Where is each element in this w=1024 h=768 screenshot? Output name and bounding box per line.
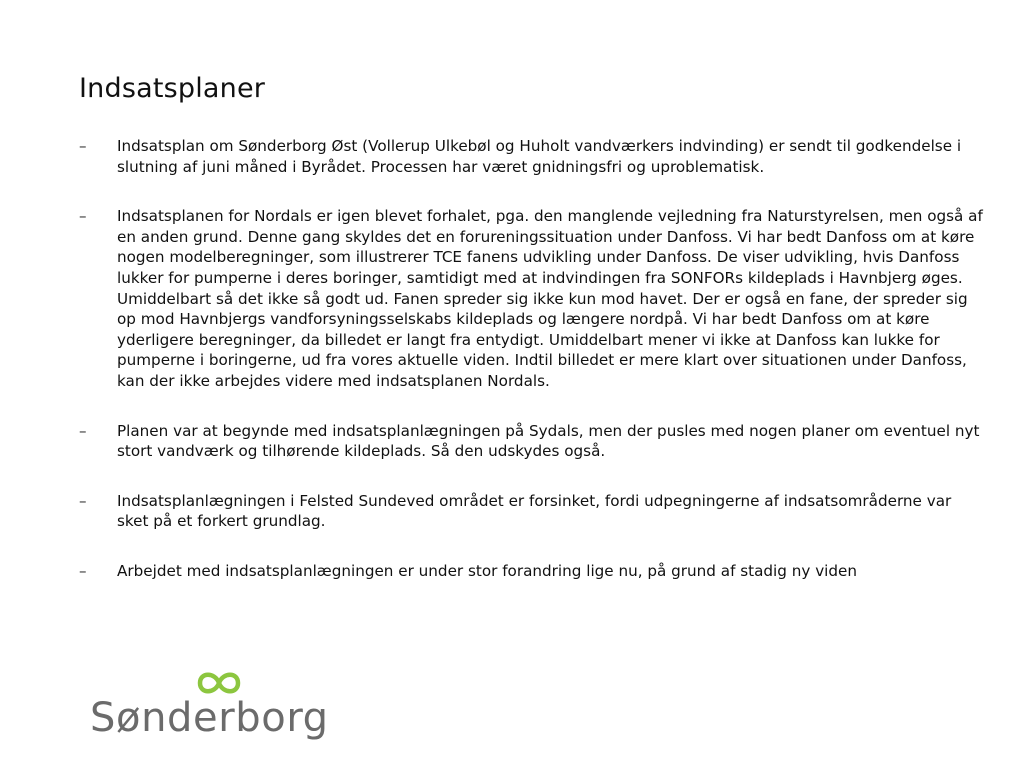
bullet-list xyxy=(79,136,984,611)
dash-bullet-icon: – xyxy=(79,421,87,440)
slide-title: Indsatsplaner xyxy=(79,73,266,104)
bullet-item xyxy=(79,206,984,391)
dash-bullet-icon: – xyxy=(79,491,87,510)
bullet-item xyxy=(79,421,984,462)
sonderborg-logo xyxy=(86,668,329,748)
bullet-text: Planen var at begynde med indsatsplanlægningen på Sydals, men der pusles med nogen planer om eventuel nyt stort vandværk og tilhørende kildeplads. Så den udskydes også. xyxy=(117,421,980,461)
bullet-text: Indsatsplan om Sønderborg Øst (Vollerup Ulkebøl og Huholt vandværkers indvinding) er sendt til godkendelse i slutning af juni måned i Byrådet. Processen har været gnidningsfri og uproblematisk. xyxy=(117,137,962,176)
bullet-text: Indsatsplanlægningen i Felsted Sundeved området er forsinket, fordi udpegningerne af indsatsområderne var sket på et forkert grundlag. xyxy=(117,491,952,531)
logo-wordmark: Sønderborg xyxy=(90,695,329,741)
dash-bullet-icon: – xyxy=(79,561,87,580)
dash-bullet-icon: – xyxy=(79,207,87,226)
bullet-item xyxy=(79,491,984,532)
bullet-text: Indsatsplanen for Nordals er igen blevet forhalet, pga. den manglende vejledning fra Naturstyrelsen, men også af en anden grund. Denne gang skyldes det en forureningssituation under Danfoss. Vi har bedt Danfoss om at køre nogen modelberegninger, som illustrerer TCE fanens udvikling under Danfoss. De viser udvikling, hvis Danfoss lukker for pumperne i deres boringer, samtidigt med at indvindingen fra SONFORs kildeplads i Havnbjerg øges. Umiddelbart så det ikke så godt ud. Fanen spreder sig ikke kun mod havet. Der er også en fane, der spreder sig op mod Havnbjergs vandforsyningsselskabs kildeplads og længere nordpå. Vi har bedt Danfoss om at køre yderligere beregninger, da billedet er langt fra entydigt. Umiddelbart mener vi ikke at Danfoss kan lukke for pumperne i boringerne, ud fra vores aktuelle viden. Indtil billedet er mere klart over situationen under Danfoss, kan der ikke arbejdes videre med indsatsplanen Nordals. xyxy=(117,207,983,390)
bullet-text: Arbejdet med indsatsplanlægningen er under stor forandring lige nu, på grund af stadig ny viden xyxy=(117,561,858,580)
bullet-item xyxy=(79,136,984,177)
bullet-item xyxy=(79,561,984,582)
dash-bullet-icon: – xyxy=(79,137,87,155)
